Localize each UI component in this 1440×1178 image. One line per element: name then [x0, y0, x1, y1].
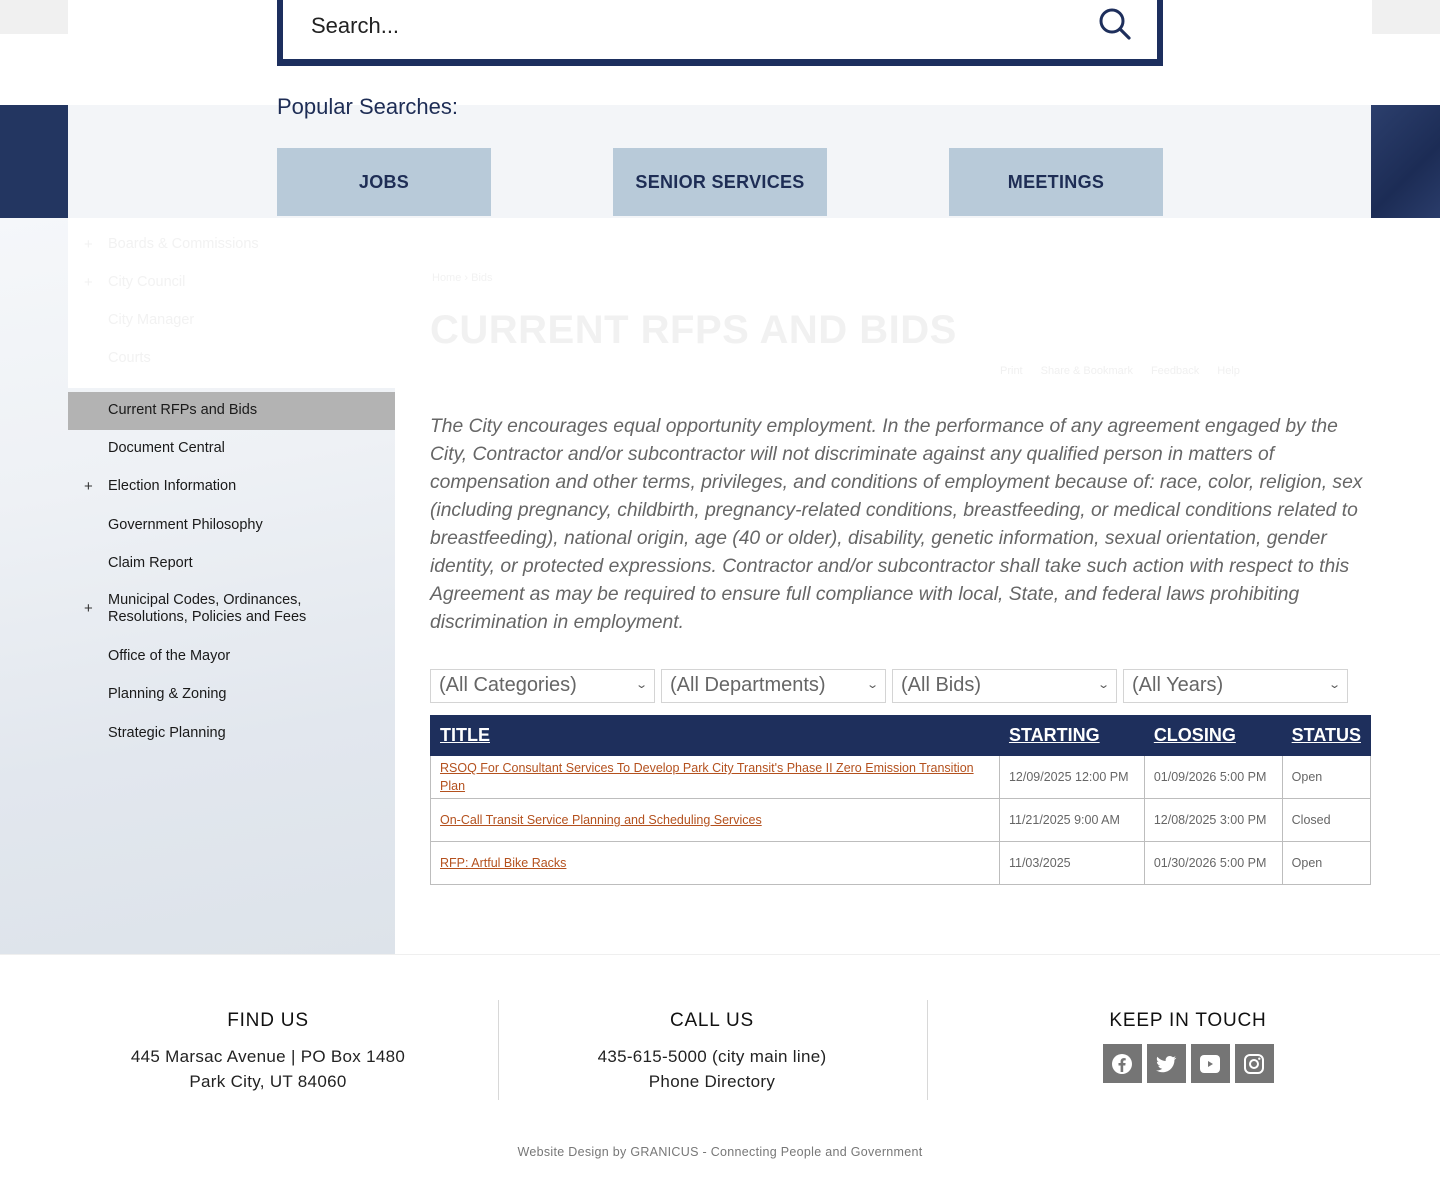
title-cell — [431, 756, 1000, 799]
category-filter-select[interactable]: (All Categories) ⌄ — [430, 669, 655, 703]
youtube-icon[interactable] — [1191, 1044, 1230, 1083]
search-icon[interactable] — [1097, 6, 1133, 42]
chevron-down-icon: ⌄ — [634, 679, 648, 691]
footer-find-us — [68, 1010, 468, 1094]
phone-directory-link[interactable]: Phone Directory — [648, 1072, 776, 1091]
expand-icon[interactable]: + — [84, 478, 93, 495]
closing-cell: 12/08/2025 3:00 PM — [1144, 799, 1282, 842]
filter-bar — [430, 669, 1348, 703]
starting-cell: 11/03/2025 — [999, 842, 1144, 885]
sort-closing-header[interactable]: CLOSING — [1144, 716, 1282, 756]
expand-icon[interactable]: + — [84, 600, 93, 617]
popular-jobs-button[interactable]: JOBS — [277, 148, 491, 216]
search-input[interactable] — [311, 4, 1071, 48]
social-links — [988, 1044, 1388, 1083]
corner-tab-left — [0, 0, 68, 34]
status-cell: Closed — [1282, 799, 1370, 842]
sidebar-item-boards-commissions[interactable]: + Boards & Commissions — [84, 236, 259, 253]
address-line-2: Park City, UT 84060 — [189, 1072, 347, 1091]
sidebar-item-city-manager[interactable]: City Manager — [108, 312, 195, 328]
sidebar-item-city-council[interactable]: + City Council — [84, 274, 186, 291]
help-button[interactable]: Help — [1217, 365, 1240, 377]
facebook-icon[interactable] — [1103, 1044, 1142, 1083]
page-title: CURRENT RFPS AND BIDS — [430, 308, 957, 352]
phone-main-line[interactable]: 435-615-5000 (city main line) — [597, 1047, 827, 1066]
sidebar-item-municipal-codes[interactable]: + Municipal Codes, Ordinances, Resolutions, Policies and Fees — [84, 592, 307, 625]
instagram-icon[interactable] — [1235, 1044, 1274, 1083]
department-filter-select[interactable]: (All Departments) ⌄ — [661, 669, 886, 703]
footer-column-divider — [927, 1000, 928, 1100]
popular-searches-label: Popular Searches: — [277, 94, 458, 119]
bids-filter-select[interactable]: (All Bids) ⌄ — [892, 669, 1117, 703]
expand-icon[interactable]: + — [84, 236, 93, 253]
bids-table — [430, 715, 1371, 885]
sidebar-item-government-philosophy[interactable]: Government Philosophy — [108, 517, 263, 533]
page-toolbar — [1000, 365, 1240, 377]
status-cell: Open — [1282, 842, 1370, 885]
keep-in-touch-heading: KEEP IN TOUCH — [1109, 1010, 1267, 1031]
corner-tab-right — [1372, 0, 1440, 34]
sort-starting-header[interactable]: STARTING — [999, 716, 1144, 756]
print-button[interactable]: Print — [1000, 365, 1023, 377]
table-row — [431, 842, 1371, 885]
chevron-down-icon: ⌄ — [865, 679, 879, 691]
hero-image-edge — [1370, 105, 1440, 218]
bid-link[interactable]: RFP: Artful Bike Racks — [440, 856, 567, 870]
starting-cell: 11/21/2025 9:00 AM — [999, 799, 1144, 842]
call-us-heading: CALL US — [669, 1010, 755, 1031]
table-header-row — [431, 716, 1371, 756]
twitter-icon[interactable] — [1147, 1044, 1186, 1083]
sidebar-item-election-information[interactable]: + Election Information — [84, 478, 237, 495]
footer-call-us — [512, 1010, 912, 1094]
chevron-down-icon: ⌄ — [1096, 679, 1110, 691]
bid-link[interactable]: RSOQ For Consultant Services To Develop Park City Transit's Phase II Zero Emission Transition Plan — [440, 761, 974, 793]
share-bookmark-button[interactable]: Share & Bookmark — [1040, 365, 1133, 377]
sidebar-item-planning-zoning[interactable]: Planning & Zoning — [108, 686, 227, 702]
footer-divider — [0, 954, 1440, 955]
closing-cell: 01/09/2026 5:00 PM — [1144, 756, 1282, 799]
chevron-down-icon: ⌄ — [1327, 679, 1341, 691]
feedback-button[interactable]: Feedback — [1150, 365, 1200, 377]
sidebar-nav — [68, 236, 395, 753]
sidebar-item-strategic-planning[interactable]: Strategic Planning — [108, 725, 226, 741]
title-cell — [431, 842, 1000, 885]
search-box — [277, 0, 1163, 66]
breadcrumb[interactable]: Home › Bids — [432, 272, 493, 284]
sort-title-header[interactable]: TITLE — [431, 716, 1000, 756]
footer-column-divider — [498, 1000, 499, 1100]
popular-meetings-button[interactable]: MEETINGS — [949, 148, 1163, 216]
sort-status-header[interactable]: STATUS — [1282, 716, 1370, 756]
expand-icon[interactable]: + — [84, 274, 93, 291]
site-credit[interactable]: Website Design by GRANICUS - Connecting People and Government — [517, 1145, 923, 1159]
bid-link[interactable]: On-Call Transit Service Planning and Scheduling Services — [440, 813, 762, 827]
eeo-statement: The City encourages equal opportunity employment. In the performance of any agreement engaged by the City, Contractor and/or subcontractor will not discriminate against any qualified person in matters of compensation and other terms, privileges, and conditions of employment because of: race, color, religion, sex (including pregnancy, childbirth, pregnancy-related conditions, breastfeeding, or medical conditions related to breastfeeding), national origin, age (40 or older), disability, genetic information, sexual orientation, gender identity, or protected expressions. Contractor and/or subcontractor shall take such action with respect to this Agreement as may be required to ensure full compliance with local, State, and federal laws prohibiting discrimination in employment. — [430, 416, 1363, 633]
popular-senior-services-button[interactable]: SENIOR SERVICES — [613, 148, 827, 216]
years-filter-select[interactable]: (All Years) ⌄ — [1123, 669, 1348, 703]
table-row — [431, 756, 1371, 799]
footer-keep-in-touch — [988, 1010, 1388, 1083]
starting-cell: 12/09/2025 12:00 PM — [999, 756, 1144, 799]
sidebar-item-office-of-mayor[interactable]: Office of the Mayor — [108, 648, 231, 664]
closing-cell: 01/30/2026 5:00 PM — [1144, 842, 1282, 885]
sidebar-item-current-rfps-bids[interactable]: Current RFPs and Bids — [68, 392, 395, 430]
table-row — [431, 799, 1371, 842]
title-cell — [431, 799, 1000, 842]
address-line-1: 445 Marsac Avenue | PO Box 1480 — [130, 1047, 406, 1066]
sidebar-item-document-central[interactable]: Document Central — [108, 440, 225, 456]
status-cell: Open — [1282, 756, 1370, 799]
sidebar-item-courts[interactable]: Courts — [108, 350, 151, 366]
sidebar-item-claim-report[interactable]: Claim Report — [108, 555, 193, 571]
find-us-heading: FIND US — [227, 1010, 309, 1031]
